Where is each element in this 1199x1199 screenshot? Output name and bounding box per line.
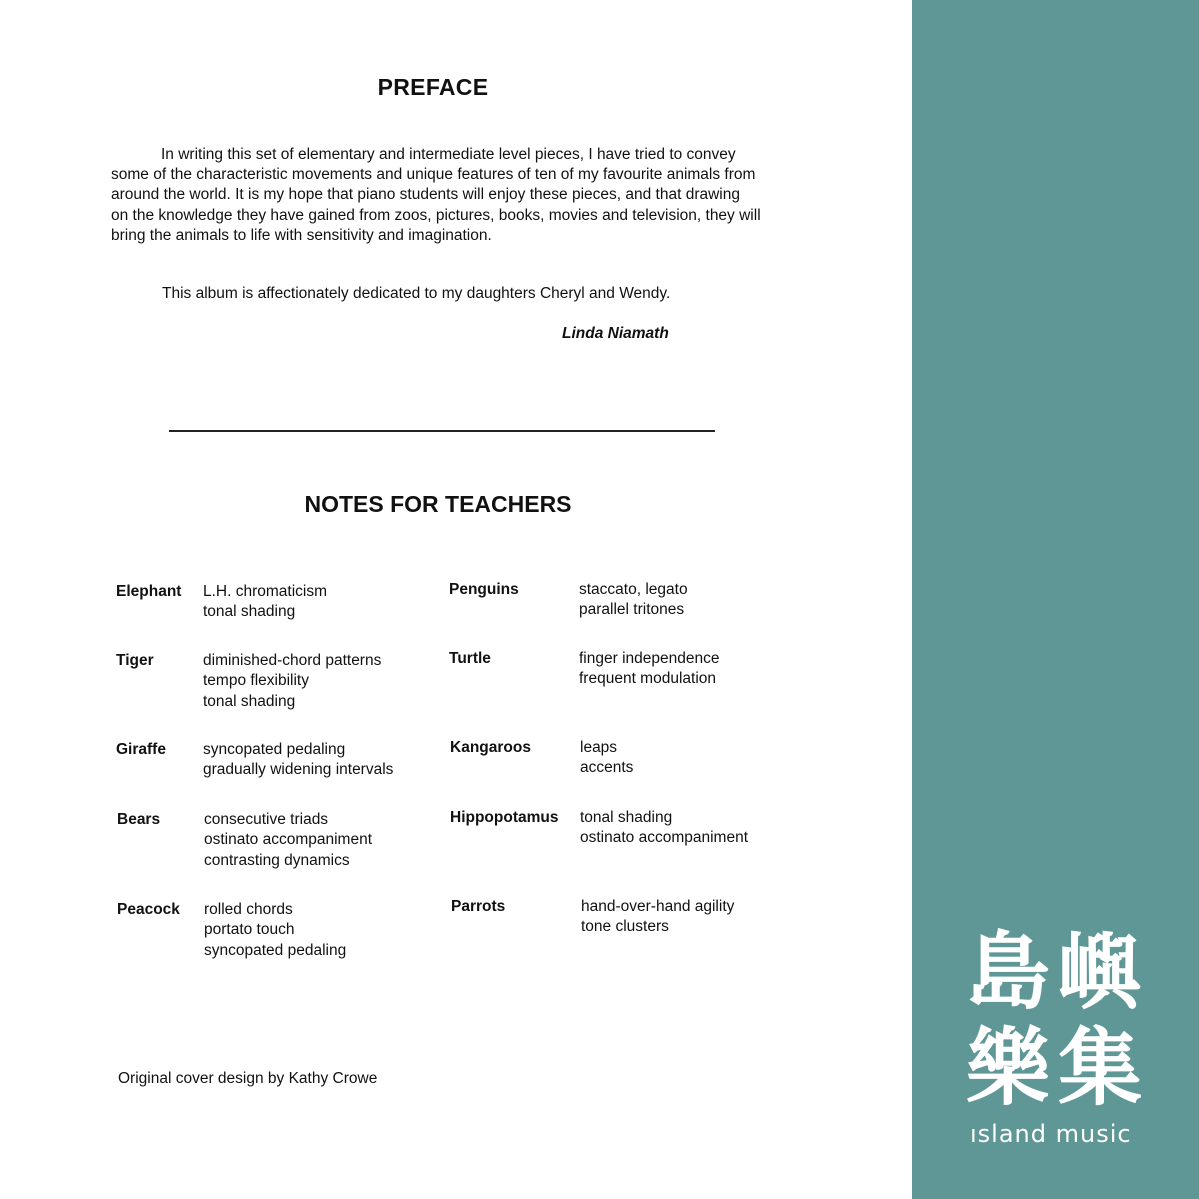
- feature-item: gradually widening intervals: [203, 761, 394, 779]
- feature-item: tonal shading: [203, 603, 296, 621]
- notes-title: NOTES FOR TEACHERS: [304, 491, 572, 517]
- piece-name: Bears: [117, 811, 161, 828]
- feature-item: syncopated pedaling: [203, 741, 346, 758]
- author-signature: Linda Niamath: [562, 325, 669, 342]
- dedication-text: This album is affectionately dedicated to my daughters Cheryl and Wendy.: [162, 285, 671, 302]
- feature-item: tempo flexibility: [203, 672, 309, 690]
- feature-item: tone clusters: [581, 918, 669, 936]
- feature-item: portato touch: [204, 921, 295, 939]
- feature-item: diminished-chord patterns: [203, 652, 382, 669]
- piece-name: Penguins: [449, 581, 519, 598]
- feature-item: consecutive triads: [204, 811, 329, 828]
- piece-features: [203, 582, 327, 623]
- island-music-logo: [966, 923, 1146, 1150]
- feature-item: leaps: [580, 739, 618, 756]
- piece-name: Turtle: [449, 650, 491, 667]
- cover-design-credit: Original cover design by Kathy Crowe: [118, 1070, 378, 1087]
- logo-char: 樂: [966, 1019, 1051, 1117]
- piece-features: [580, 738, 633, 779]
- feature-item: ostinato accompaniment: [204, 831, 373, 849]
- preface-text: In writing this set of elementary and intermediate level pieces, I have tried to convey some of the characteristic movements and unique features of ten of my favourite animals from around the world. It is my hope that piano students will enjoy these pieces, and that drawing on the knowledge they have gained from zoos, pictures, books, movies and television, they will bring the animals to life with sensitivity and imagination.: [111, 146, 761, 244]
- piece-features: [579, 580, 688, 621]
- preface-paragraph: [111, 145, 761, 246]
- preface-title: PREFACE: [377, 74, 489, 100]
- piece-features: [579, 649, 719, 690]
- feature-item: syncopated pedaling: [204, 941, 347, 959]
- feature-item: frequent modulation: [579, 670, 717, 688]
- piece-name: Elephant: [116, 583, 182, 600]
- feature-item: tonal shading: [203, 692, 296, 710]
- logo-char: 嶼: [1058, 923, 1143, 1021]
- piece-name: Peacock: [117, 901, 180, 918]
- piece-features: [203, 740, 393, 781]
- piece-features: [580, 808, 748, 849]
- piece-name: Hippopotamus: [450, 809, 559, 826]
- section-divider: [169, 430, 715, 432]
- feature-item: parallel tritones: [579, 601, 685, 619]
- piece-name: Kangaroos: [450, 739, 531, 756]
- piece-features: [204, 900, 346, 961]
- piece-features: [203, 651, 381, 712]
- logo-char: 集: [1058, 1019, 1143, 1117]
- piece-features: [581, 897, 734, 938]
- piece-features: [204, 810, 372, 871]
- feature-item: hand-over-hand agility: [581, 898, 735, 915]
- piece-name: Giraffe: [116, 741, 166, 758]
- logo-english-text: ısland music: [970, 1120, 1132, 1148]
- logo-char: 島: [966, 923, 1051, 1021]
- feature-item: finger independence: [579, 650, 720, 667]
- feature-item: ostinato accompaniment: [580, 829, 749, 847]
- piece-name: Parrots: [451, 898, 506, 915]
- piece-name: Tiger: [116, 652, 154, 669]
- feature-item: rolled chords: [204, 901, 293, 918]
- feature-item: L.H. chromaticism: [203, 583, 328, 600]
- feature-item: tonal shading: [580, 809, 673, 826]
- feature-item: accents: [580, 759, 634, 777]
- feature-item: contrasting dynamics: [204, 851, 350, 869]
- feature-item: staccato, legato: [579, 581, 688, 598]
